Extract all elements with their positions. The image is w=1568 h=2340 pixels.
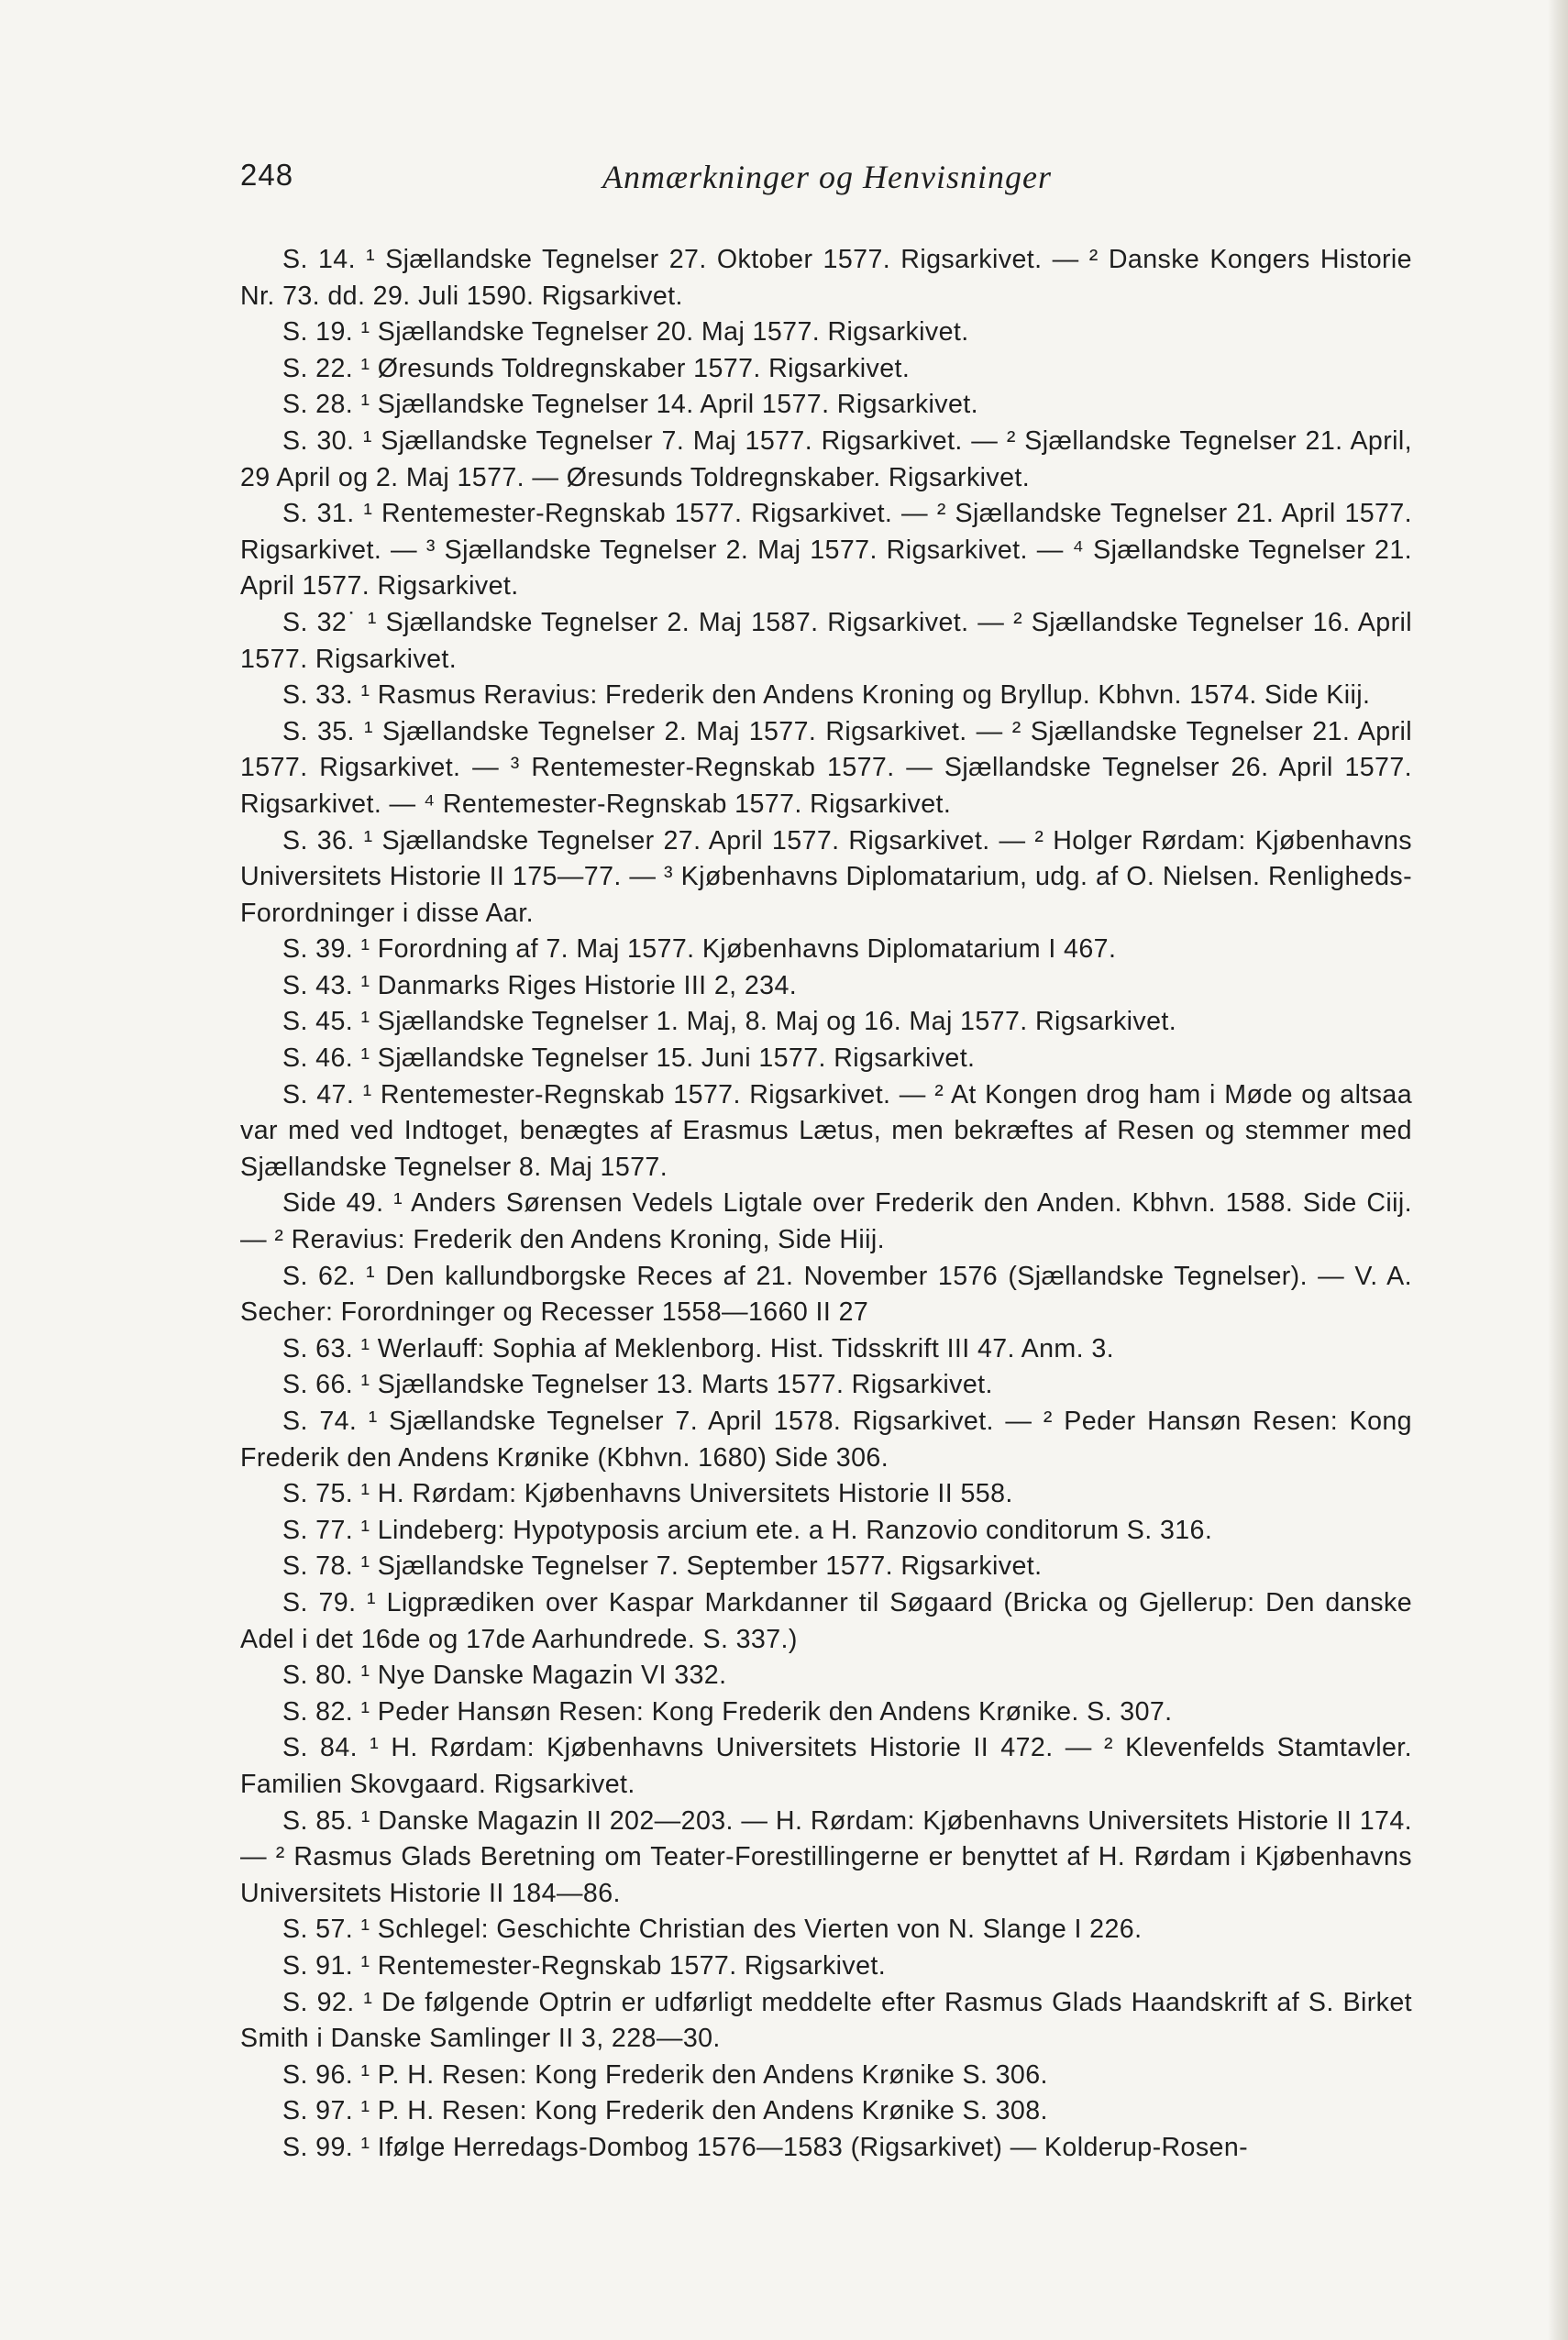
page-number: 248 — [240, 158, 294, 192]
note-paragraph: S. 35. ¹ Sjællandske Tegnelser 2. Maj 1577. Rigsarkivet. — ² Sjællandske Tegnelser 21. April 1577. Rigsarkivet. — ³ Rentemester-Regnskab 1577. — Sjællandske Tegnelser 26. April 1577. Rigsarkivet. — ⁴ Rentemester-Regnskab 1577. Rigsarkivet. — [240, 716, 1412, 819]
note-paragraph: S. 28. ¹ Sjællandske Tegnelser 14. April 1577. Rigsarkivet. — [282, 390, 978, 420]
note-paragraph: S. 36. ¹ Sjællandske Tegnelser 27. April 1577. Rigsarkivet. — ² Holger Rørdam: Kjøbenhavns Universitets Historie II 175—77. — ³ Kjøbenhavns Diplomatarium, udg. af O. Nielsen. Renligheds-Forordninger i disse Aar. — [240, 825, 1412, 928]
note-paragraph: S. 74. ¹ Sjællandske Tegnelser 7. April 1578. Rigsarkivet. — ² Peder Hansøn Resen: Kong Frederik den Andens Krønike (Kbhvn. 1680) Side 306. — [240, 1407, 1412, 1473]
note-paragraph: S. 77. ¹ Lindeberg: Hypotyposis arcium ete. a H. Ranzovio conditorum S. 316. — [282, 1515, 1213, 1545]
note-paragraph: Side 49. ¹ Anders Sørensen Vedels Ligtale over Frederik den Anden. Kbhvn. 1588. Side Ciij. — ² Reravius: Frederik den Andens Kroning, Side Hiij. — [240, 1188, 1412, 1255]
note-paragraph: S. 97. ¹ P. H. Resen: Kong Frederik den Andens Krønike S. 308. — [282, 2096, 1048, 2126]
note-paragraph: S. 82. ¹ Peder Hansøn Resen: Kong Frederik den Andens Krønike. S. 307. — [282, 1696, 1173, 1727]
note-paragraph: S. 79. ¹ Ligprædiken over Kaspar Markdanner til Søgaard (Bricka og Gjellerup: Den danske Adel i det 16de og 17de Aarhundrede. S. 337.) — [240, 1587, 1412, 1654]
note-paragraph: S. 99. ¹ Ifølge Herredags-Dombog 1576—1583 (Rigsarkivet) — Kolderup-Rosen- — [282, 2132, 1249, 2162]
note-paragraph: S. 32˙ ¹ Sjællandske Tegnelser 2. Maj 1587. Rigsarkivet. — ² Sjællandske Tegnelser 16. April 1577. Rigsarkivet. — [240, 607, 1412, 674]
page-header — [240, 158, 1414, 204]
note-paragraph: S. 91. ¹ Rentemester-Regnskab 1577. Rigsarkivet. — [282, 1950, 887, 1981]
note-paragraph: S. 22. ¹ Øresunds Toldregnskaber 1577. Rigsarkivet. — [282, 353, 911, 383]
note-paragraph: S. 62. ¹ Den kallundborgske Reces af 21. November 1576 (Sjællandske Tegnelser). — V. A. Secher: Forordninger og Recesser 1558—1660 II 27 — [240, 1261, 1412, 1328]
note-paragraph: S. 66. ¹ Sjællandske Tegnelser 13. Marts 1577. Rigsarkivet. — [282, 1370, 993, 1400]
note-paragraph: S. 39. ¹ Forordning af 7. Maj 1577. Kjøbenhavns Diplomatarium I 467. — [282, 934, 1117, 965]
note-paragraph: S. 31. ¹ Rentemester-Regnskab 1577. Rigsarkivet. — ² Sjællandske Tegnelser 21. April 1577. Rigsarkivet. — ³ Sjællandske Tegnelser 2. Maj 1577. Rigsarkivet. — ⁴ Sjællandske Tegnelser 21. April 1577. Rigsarkivet. — [240, 499, 1412, 602]
note-paragraph: S. 84. ¹ H. Rørdam: Kjøbenhavns Universitets Historie II 472. — ² Klevenfelds Stamtavler. Familien Skovgaard. Rigsarkivet. — [240, 1733, 1412, 1799]
note-paragraph: S. 96. ¹ P. H. Resen: Kong Frederik den Andens Krønike S. 306. — [282, 2059, 1048, 2090]
note-paragraph: S. 85. ¹ Danske Magazin II 202—203. — H. Rørdam: Kjøbenhavns Universitets Historie II 174. — ² Rasmus Glads Beretning om Teater-Forestillingerne er benyttet af H. Rørdam i Kjøbenhavns Universitets Historie II 184—86. — [240, 1805, 1412, 1908]
note-paragraph: S. 30. ¹ Sjællandske Tegnelser 7. Maj 1577. Rigsarkivet. — ² Sjællandske Tegnelser 21. April, 29 April og 2. Maj 1577. — Øresunds Toldregnskaber. Rigsarkivet. — [240, 425, 1412, 492]
note-paragraph: S. 92. ¹ De følgende Optrin er udførligt meddelte efter Rasmus Glads Haandskrift af S. Birket Smith i Danske Samlinger II 3, 228—30. — [240, 1987, 1412, 2054]
note-paragraph: S. 80. ¹ Nye Danske Magazin VI 332. — [282, 1661, 727, 1691]
note-paragraph: S. 45. ¹ Sjællandske Tegnelser 1. Maj, 8. Maj og 16. Maj 1577. Rigsarkivet. — [282, 1007, 1177, 1037]
note-paragraph: S. 43. ¹ Danmarks Riges Historie III 2, 234. — [282, 970, 798, 1000]
running-title: Anmærkninger og Henvisninger — [602, 159, 1052, 195]
page-edge-shadow — [1548, 0, 1568, 2340]
note-paragraph: S. 63. ¹ Werlauff: Sophia af Meklenborg. Hist. Tidsskrift III 47. Anm. 3. — [282, 1333, 1114, 1363]
note-paragraph: S. 33. ¹ Rasmus Reravius: Frederik den Andens Kroning og Bryllup. Kbhvn. 1574. Side Kiij. — [282, 680, 1371, 711]
note-paragraph: S. 75. ¹ H. Rørdam: Kjøbenhavns Universitets Historie II 558. — [282, 1479, 1013, 1509]
note-paragraph: S. 78. ¹ Sjællandske Tegnelser 7. September 1577. Rigsarkivet. — [282, 1551, 1043, 1582]
note-paragraph: S. 46. ¹ Sjællandske Tegnelser 15. Juni 1577. Rigsarkivet. — [282, 1043, 976, 1074]
note-paragraph: S. 14. ¹ Sjællandske Tegnelser 27. Oktober 1577. Rigsarkivet. — ² Danske Kongers Historie Nr. 73. dd. 29. Juli 1590. Rigsarkivet. — [240, 245, 1412, 311]
note-paragraph: S. 57. ¹ Schlegel: Geschichte Christian des Vierten von N. Slange I 226. — [282, 1915, 1143, 1945]
note-paragraph: S. 19. ¹ Sjællandske Tegnelser 20. Maj 1577. Rigsarkivet. — [282, 317, 969, 348]
note-paragraph: S. 47. ¹ Rentemester-Regnskab 1577. Rigsarkivet. — ² At Kongen drog ham i Møde og altsaa var med ved Indtoget, benægtes af Erasmus Lætus, men bekræftes af Resen og stemmer med Sjællandske Tegnelser 8. Maj 1577. — [240, 1079, 1412, 1182]
notes-body — [240, 242, 1412, 2166]
